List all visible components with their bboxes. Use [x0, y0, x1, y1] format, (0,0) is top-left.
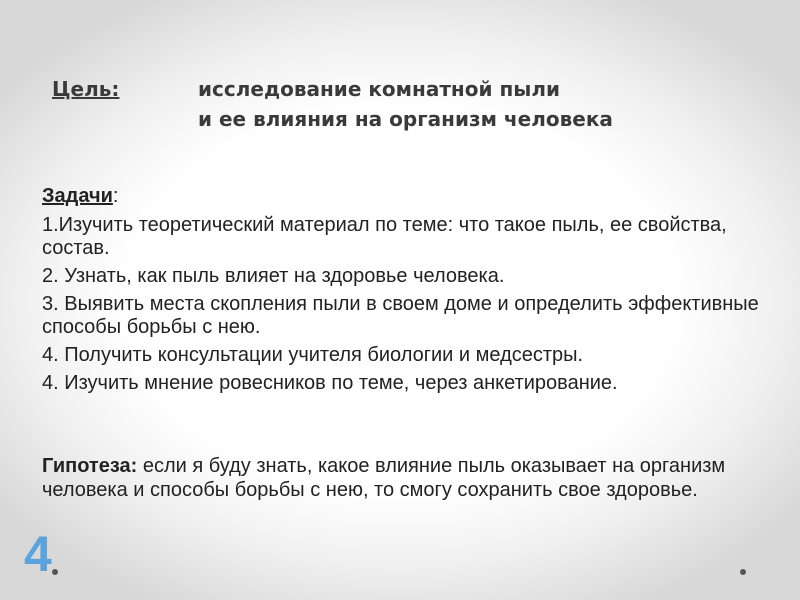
task-item-4: 4. Получить консультации учителя биологии и медсестры. [42, 344, 584, 366]
task-item-1: 1.Изучить теоретический материал по теме: что такое пыль, ее свойства, состав. [42, 214, 727, 259]
tasks-heading [42, 182, 772, 210]
goal-block [52, 74, 613, 134]
goal-row-2 [52, 104, 613, 134]
goal-label: Цель: [52, 77, 120, 101]
bullet-dot-right [740, 569, 746, 575]
hypothesis-block [42, 454, 772, 502]
hypothesis-text: если я буду знать, какое влияние пыль оказывает на организм человека и способы борьбы с нею, то смогу сохранить свое здоровье. [42, 455, 726, 501]
task-item-2: 2. Узнать, как пыль влияет на здоровье человека. [42, 265, 505, 287]
tasks-heading-label: Задачи [42, 185, 113, 207]
goal-text-line2: и ее влияния на организм человека [198, 107, 613, 131]
task-item-5: 4. Изучить мнение ровесников по теме, через анкетирование. [42, 372, 618, 394]
goal-text-line1: исследование комнатной пыли [198, 77, 561, 101]
slide-number: 4 [24, 526, 52, 582]
hypothesis-label: Гипотеза: [42, 455, 138, 477]
bullet-dot-left [52, 569, 58, 575]
goal-row-1 [52, 74, 613, 104]
task-item-3: 3. Выявить места скопления пыли в своем доме и определить эффективные способы борьбы с нею. [42, 293, 759, 338]
tasks-heading-colon: : [112, 185, 119, 207]
tasks-block [42, 182, 772, 400]
